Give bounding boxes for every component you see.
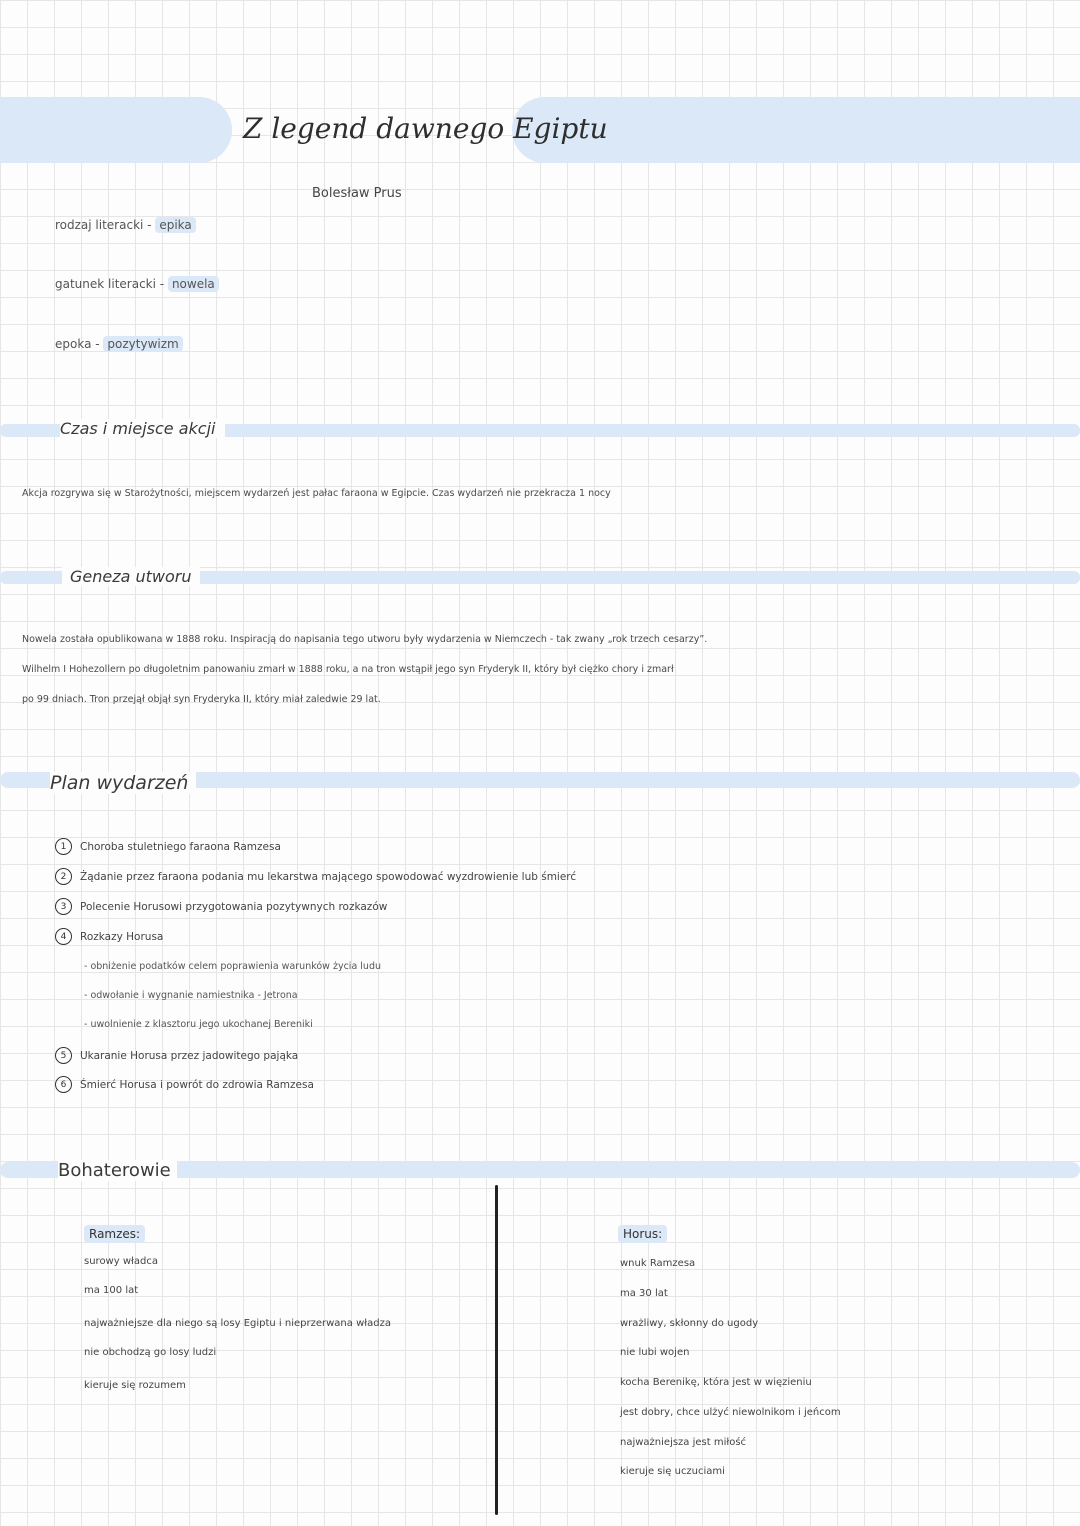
plan-item-text: Śmierć Horusa i powrót do zdrowia Ramzesa bbox=[80, 1078, 314, 1091]
horus-trait-7: najważniejsza jest miłość bbox=[620, 1437, 747, 1448]
epoch bbox=[55, 337, 183, 351]
plan-item-5 bbox=[55, 1047, 298, 1064]
plan-item-6 bbox=[55, 1076, 314, 1093]
plan-item-text: Żądanie przez faraona podania mu lekarstwa mającego spowodować wyzdrowienie lub śmierć bbox=[80, 870, 577, 883]
number-badge: 6 bbox=[55, 1076, 72, 1093]
author: Bolesław Prus bbox=[312, 186, 402, 201]
plan-item-text: Ukaranie Horusa przez jadowitego pająka bbox=[80, 1049, 299, 1062]
number-badge: 4 bbox=[55, 928, 72, 945]
horus-heading bbox=[618, 1223, 667, 1242]
horus-trait-1: wnuk Ramzesa bbox=[620, 1258, 696, 1269]
plan-subitem-1: - obniżenie podatków celem poprawienia warunków życia ludu bbox=[84, 961, 382, 972]
page-title: Z legend dawnego Egiptu bbox=[243, 112, 608, 145]
genre-kind-value: epika bbox=[155, 217, 195, 233]
genesis-line-2: Wilhelm I Hohezollern po długoletnim panowaniu zmarł w 1888 roku, a na tron wstąpił jego syn Fryderyk II, który był ciężko chory i zmarł bbox=[22, 664, 674, 675]
genesis-line-3: po 99 dniach. Tron przejął objął syn Fryderyka II, który miał zaledwie 29 lat. bbox=[22, 694, 381, 705]
time-place-text: Akcja rozgrywa się w Starożytności, miejscem wydarzeń jest pałac faraona w Egipcie. Czas wydarzeń nie przekracza 1 nocy bbox=[22, 488, 611, 499]
genre-kind bbox=[55, 218, 196, 232]
horus-trait-6: jest dobry, chce ulżyć niewolnikom i jeńcom bbox=[620, 1407, 841, 1418]
ramzes-heading bbox=[84, 1223, 145, 1242]
number-badge: 3 bbox=[55, 898, 72, 915]
ramzes-trait-2: ma 100 lat bbox=[84, 1285, 139, 1296]
genre-kind-label: rodzaj literacki - bbox=[55, 218, 152, 232]
number-badge: 1 bbox=[55, 838, 72, 855]
plan-item-text: Polecenie Horusowi przygotowania pozytywnych rozkazów bbox=[80, 900, 388, 913]
title-highlight-left bbox=[0, 97, 232, 163]
plan-item-text: Rozkazy Horusa bbox=[80, 930, 164, 943]
epoch-label: epoka - bbox=[55, 337, 100, 351]
horus-trait-3: wrażliwy, skłonny do ugody bbox=[620, 1318, 759, 1329]
plan-item-4 bbox=[55, 928, 163, 945]
plan-subitem-2: - odwołanie i wygnanie namiestnika - Jetrona bbox=[84, 990, 298, 1001]
genre bbox=[55, 277, 219, 291]
ramzes-name: Ramzes: bbox=[84, 1225, 145, 1243]
plan-subitem-3: - uwolnienie z klasztoru jego ukochanej Bereniki bbox=[84, 1019, 313, 1030]
heading-time-place: Czas i miejsce akcji bbox=[60, 419, 225, 438]
heading-heroes: Bohaterowie bbox=[58, 1160, 177, 1181]
ramzes-trait-3: najważniejsze dla niego są losy Egiptu i nieprzerwana władza bbox=[84, 1318, 391, 1329]
number-badge: 5 bbox=[55, 1047, 72, 1064]
plan-item-1 bbox=[55, 838, 281, 855]
ramzes-trait-5: kieruje się rozumem bbox=[84, 1380, 186, 1391]
horus-trait-2: ma 30 lat bbox=[620, 1288, 668, 1299]
plan-item-text: Choroba stuletniego faraona Ramzesa bbox=[80, 840, 281, 853]
plan-item-3 bbox=[55, 898, 387, 915]
ramzes-trait-1: surowy władca bbox=[84, 1256, 158, 1267]
horus-trait-4: nie lubi wojen bbox=[620, 1347, 690, 1358]
ramzes-trait-4: nie obchodzą go losy ludzi bbox=[84, 1347, 217, 1358]
heading-plan: Plan wydarzeń bbox=[50, 772, 196, 794]
plan-item-2 bbox=[55, 868, 576, 885]
genesis-line-1: Nowela została opublikowana w 1888 roku. Inspiracją do napisania tego utworu były wydarzenia w Niemczech - tak zwany „rok trzech cesarzy”. bbox=[22, 634, 708, 645]
heading-genesis: Geneza utworu bbox=[62, 567, 200, 586]
epoch-value: pozytywizm bbox=[103, 336, 182, 352]
genre-value: nowela bbox=[168, 276, 219, 292]
horus-trait-8: kieruje się uczuciami bbox=[620, 1466, 725, 1477]
genre-label: gatunek literacki - bbox=[55, 277, 165, 291]
horus-name: Horus: bbox=[618, 1225, 667, 1243]
number-badge: 2 bbox=[55, 868, 72, 885]
column-divider bbox=[495, 1185, 498, 1515]
horus-trait-5: kocha Berenikę, która jest w więzieniu bbox=[620, 1377, 812, 1388]
